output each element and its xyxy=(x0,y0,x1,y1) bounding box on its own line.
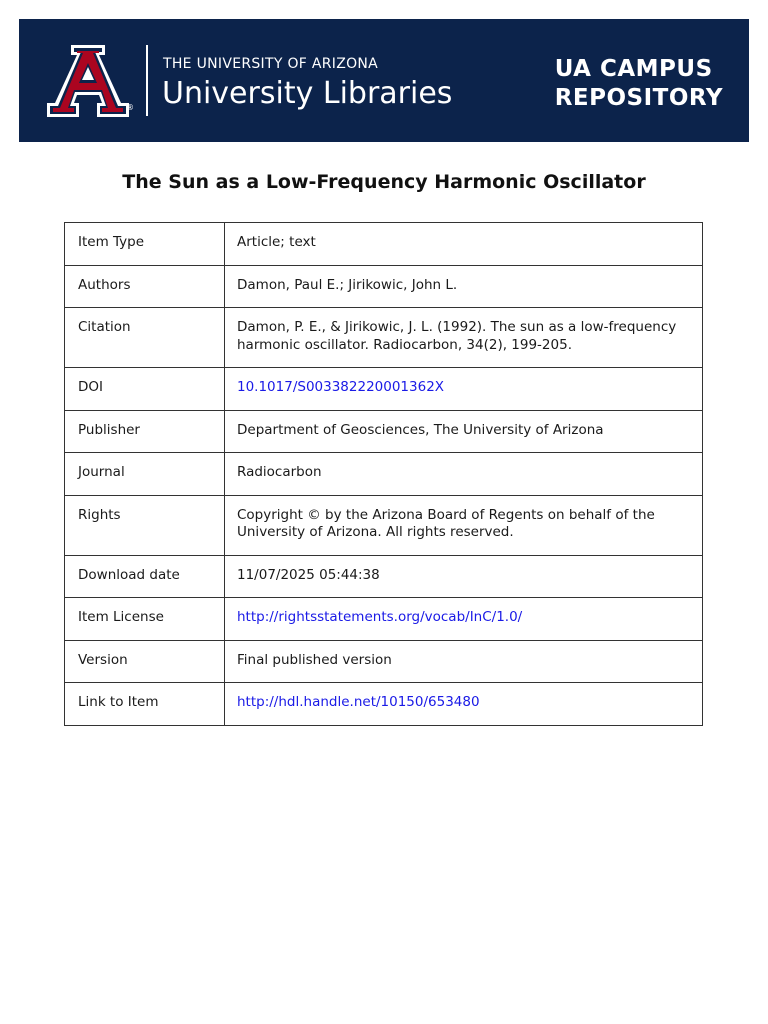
table-row xyxy=(65,495,703,555)
row-value: Final published version xyxy=(225,640,703,683)
header-divider xyxy=(146,45,148,116)
table-row xyxy=(65,308,703,368)
row-value xyxy=(225,598,703,641)
row-value: Damon, Paul E.; Jirikowic, John L. xyxy=(225,265,703,308)
license-link[interactable]: http://rightsstatements.org/vocab/InC/1.0/ xyxy=(237,609,523,625)
row-value: Copyright © by the Arizona Board of Regents on behalf of the University of Arizona. All rights reserved. xyxy=(225,495,703,555)
item-link[interactable]: http://hdl.handle.net/10150/653480 xyxy=(237,694,480,710)
table-row xyxy=(65,598,703,641)
table-row xyxy=(65,410,703,453)
row-value: Department of Geosciences, The University of Arizona xyxy=(225,410,703,453)
university-name: THE UNIVERSITY OF ARIZONA xyxy=(163,56,379,72)
row-label: Publisher xyxy=(65,410,225,453)
campus-repository-label xyxy=(555,55,723,113)
row-label: Version xyxy=(65,640,225,683)
row-label: Authors xyxy=(65,265,225,308)
row-label: Item License xyxy=(65,598,225,641)
row-label: Journal xyxy=(65,453,225,496)
libraries-name: University Libraries xyxy=(162,76,453,111)
table-row xyxy=(65,555,703,598)
row-label: Item Type xyxy=(65,223,225,266)
header-banner xyxy=(19,19,749,142)
row-label: Rights xyxy=(65,495,225,555)
doi-link[interactable]: 10.1017/S003382220001362X xyxy=(237,379,445,395)
table-row xyxy=(65,683,703,726)
campus-label: UA CAMPUS xyxy=(554,56,713,82)
row-value: Damon, P. E., & Jirikowic, J. L. (1992). The sun as a low-frequency harmonic oscillator. Radiocarbon, 34(2), 199-205. xyxy=(225,308,703,368)
table-row xyxy=(65,265,703,308)
row-value xyxy=(225,683,703,726)
table-row xyxy=(65,368,703,411)
table-row xyxy=(65,223,703,266)
row-label: DOI xyxy=(65,368,225,411)
repository-label: REPOSITORY xyxy=(554,85,723,111)
row-value: 11/07/2025 05:44:38 xyxy=(225,555,703,598)
table-row xyxy=(65,453,703,496)
row-value: Radiocarbon xyxy=(225,453,703,496)
row-label: Link to Item xyxy=(65,683,225,726)
row-label: Download date xyxy=(65,555,225,598)
metadata-table xyxy=(64,222,703,726)
row-value xyxy=(225,368,703,411)
registered-mark: ® xyxy=(126,103,134,112)
table-row xyxy=(65,640,703,683)
row-value: Article; text xyxy=(225,223,703,266)
university-a-logo xyxy=(43,43,133,119)
document-title: The Sun as a Low-Frequency Harmonic Oscillator xyxy=(122,171,646,193)
row-label: Citation xyxy=(65,308,225,368)
